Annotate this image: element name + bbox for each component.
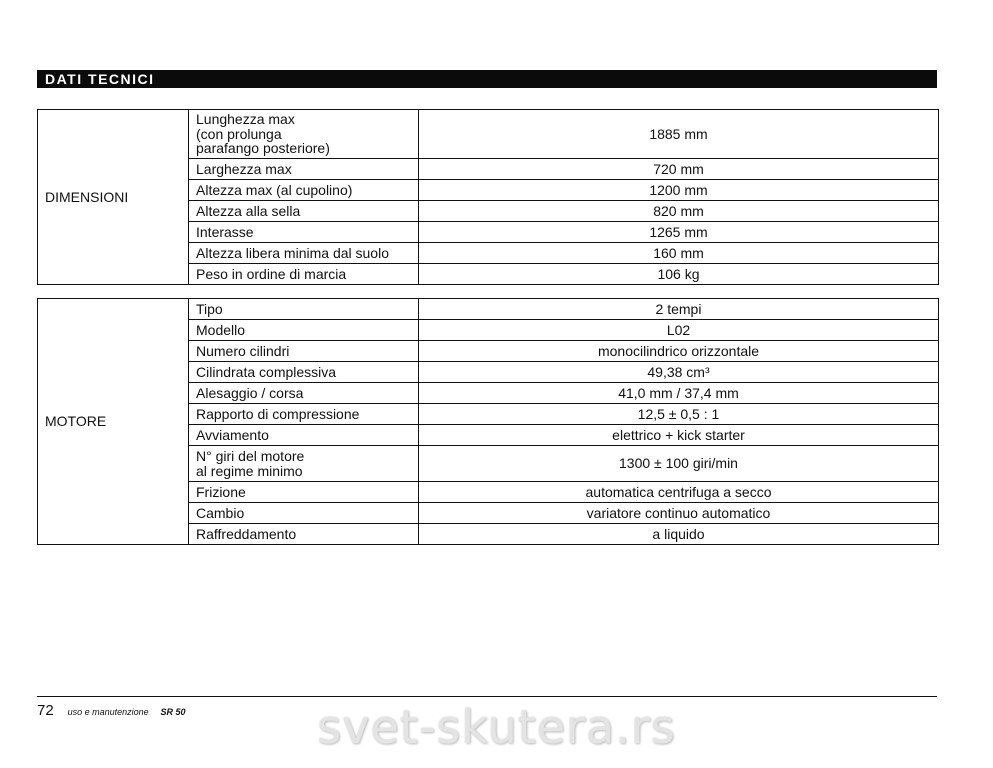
spec-label-text: Lunghezza max (con prolunga parafango posteriore)	[196, 111, 330, 157]
spec-label: Larghezza max	[189, 159, 419, 180]
spec-label	[189, 110, 419, 159]
spec-label	[189, 446, 419, 482]
spec-label: Altezza libera minima dal suolo	[189, 243, 419, 264]
spec-value: monocilindrico orizzontale	[419, 341, 939, 362]
spec-label: Altezza max (al cupolino)	[189, 180, 419, 201]
section-title: DATI TECNICI	[37, 70, 937, 88]
page-number: 72	[37, 702, 54, 719]
dimensioni-table	[37, 109, 939, 285]
spec-label: Numero cilindri	[189, 341, 419, 362]
spec-value: a liquido	[419, 524, 939, 545]
spec-value: 160 mm	[419, 243, 939, 264]
spec-label: Raffreddamento	[189, 524, 419, 545]
spec-value: variatore continuo automatico	[419, 503, 939, 524]
spec-value: 820 mm	[419, 201, 939, 222]
spec-label: Cambio	[189, 503, 419, 524]
group-label-motore: MOTORE	[38, 299, 189, 545]
spec-label: Altezza alla sella	[189, 201, 419, 222]
spec-label: Cilindrata complessiva	[189, 362, 419, 383]
footer-divider	[37, 696, 937, 697]
spec-label: Rapporto di compressione	[189, 404, 419, 425]
manual-title: uso e manutenzione	[67, 707, 149, 717]
spec-label: Avviamento	[189, 425, 419, 446]
spec-label: Peso in ordine di marcia	[189, 264, 419, 285]
spec-value: automatica centrifuga a secco	[419, 482, 939, 503]
group-label-dimensioni: DIMENSIONI	[38, 110, 189, 285]
watermark: svet-skutera.rs	[317, 700, 676, 754]
spec-value: 1885 mm	[419, 110, 939, 159]
spec-value: 2 tempi	[419, 299, 939, 320]
motore-table	[37, 298, 939, 545]
table-row	[38, 299, 939, 320]
spec-value: 1200 mm	[419, 180, 939, 201]
spec-label: Frizione	[189, 482, 419, 503]
spec-value: 720 mm	[419, 159, 939, 180]
spec-label: Alesaggio / corsa	[189, 383, 419, 404]
spec-label: Modello	[189, 320, 419, 341]
spec-label: Interasse	[189, 222, 419, 243]
spec-label-text: N° giri del motore al regime minimo	[196, 448, 305, 479]
spec-value: 41,0 mm / 37,4 mm	[419, 383, 939, 404]
spec-value: 106 kg	[419, 264, 939, 285]
spec-value: L02	[419, 320, 939, 341]
spec-value: 1300 ± 100 giri/min	[419, 446, 939, 482]
spec-value: 12,5 ± 0,5 : 1	[419, 404, 939, 425]
spec-label: Tipo	[189, 299, 419, 320]
spec-value: 1265 mm	[419, 222, 939, 243]
spec-value: elettrico + kick starter	[419, 425, 939, 446]
table-row	[38, 110, 939, 159]
spec-value: 49,38 cm³	[419, 362, 939, 383]
model-name: SR 50	[160, 707, 186, 717]
